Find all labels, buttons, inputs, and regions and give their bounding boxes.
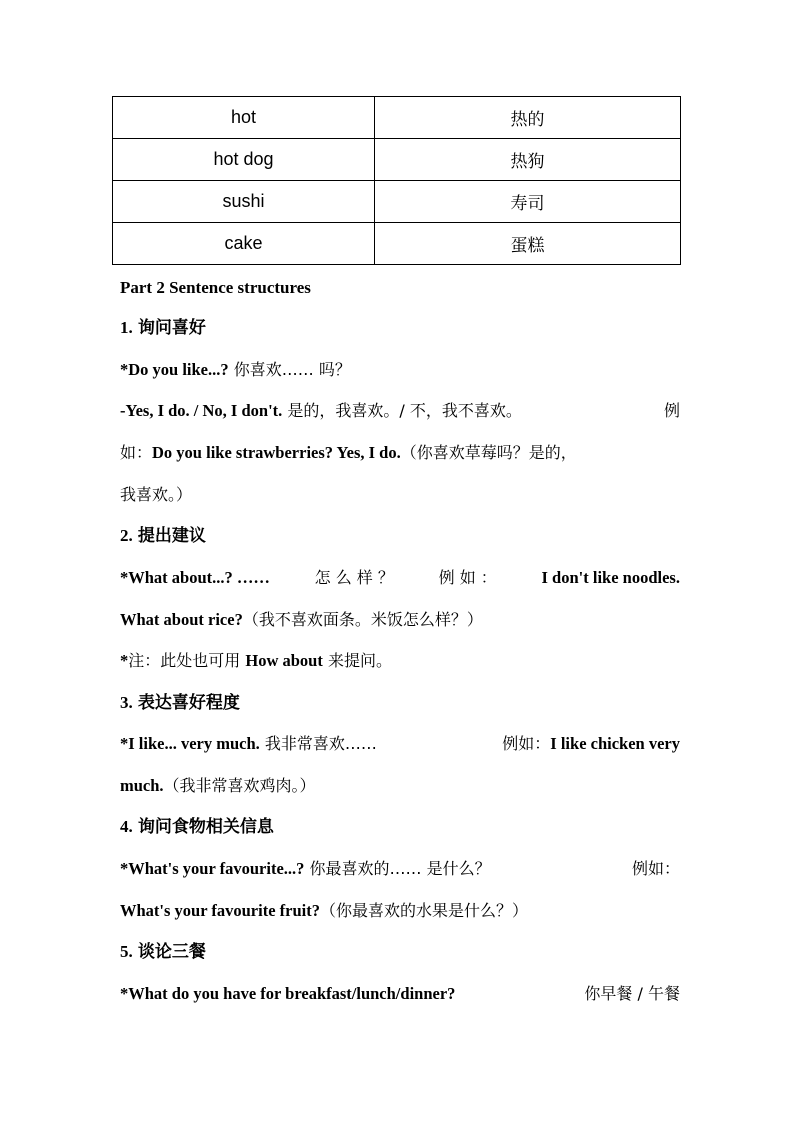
vocab-chinese-cell: 蛋糕 xyxy=(375,223,681,265)
s2-note-star: * xyxy=(120,651,129,670)
heading-2-text: 提出建议 xyxy=(137,526,206,546)
s1-answer-en: -Yes, I do. / No, I don't. xyxy=(120,401,283,420)
s4-example xyxy=(120,899,680,923)
s5-pattern-zh: 你早餐 / 午餐 xyxy=(584,984,680,1003)
vocabulary-table xyxy=(112,96,681,265)
s2-note-zh2: 来提问。 xyxy=(327,651,392,670)
s3-example-en: I like chicken very xyxy=(550,734,680,753)
s3-example-en2: much. xyxy=(120,776,164,795)
heading-3-number: 3. xyxy=(120,693,133,712)
heading-5 xyxy=(120,940,680,964)
vocab-english-cell: cake xyxy=(113,223,375,265)
s1-answer-zh: 是的，我喜欢。/ 不，我不喜欢。 xyxy=(287,401,522,420)
s4-example-lead: 例如： xyxy=(631,859,680,878)
s2-note xyxy=(120,649,680,673)
s1-example-lead2: 如： xyxy=(120,443,153,462)
s2-pattern-zh: 怎 么 样 ？ xyxy=(314,568,394,587)
vocab-row xyxy=(113,223,681,265)
heading-2 xyxy=(120,524,680,548)
s1-pattern-zh: 你喜欢…… 吗？ xyxy=(233,360,351,379)
s1-pattern-en: *Do you like...? xyxy=(120,360,229,379)
vocab-english-cell: sushi xyxy=(113,181,375,223)
s1-answer xyxy=(120,399,680,423)
vocab-row xyxy=(113,97,681,139)
heading-1-number: 1. xyxy=(120,318,133,337)
section-title: Part 2 Sentence structures xyxy=(120,278,311,297)
vocab-english-cell: hot dog xyxy=(113,139,375,181)
s1-example-en: Do you like strawberries? Yes, I do. xyxy=(152,443,401,462)
vocab-row xyxy=(113,139,681,181)
s5-pattern-en: *What do you have for breakfast/lunch/dinner? xyxy=(120,984,456,1003)
s1-example xyxy=(120,441,680,465)
vocab-chinese-cell: 热狗 xyxy=(375,139,681,181)
s4-pattern-en: *What's your favourite...? xyxy=(120,859,305,878)
heading-3-text: 表达喜好程度 xyxy=(137,693,240,713)
s3-pattern xyxy=(120,732,680,756)
s3-pattern-zh: 我非常喜欢…… xyxy=(264,734,377,753)
s1-example-lead: 例 xyxy=(663,401,680,420)
heading-4-number: 4. xyxy=(120,817,133,836)
s2-example-lead: 例 如 ： xyxy=(438,568,497,587)
s1-example-cont xyxy=(120,483,680,507)
heading-4 xyxy=(120,815,680,839)
s1-example-zh: （你喜欢草莓吗？是的， xyxy=(400,443,577,462)
heading-1-text: 询问喜好 xyxy=(137,318,206,338)
s1-pattern xyxy=(120,358,680,382)
vocab-english-cell: hot xyxy=(113,97,375,139)
s4-example-en: What's your favourite fruit? xyxy=(120,901,320,920)
vocab-row xyxy=(113,181,681,223)
s3-example-lead: 例如： xyxy=(502,734,551,753)
heading-3 xyxy=(120,691,680,715)
s2-note-zh: 注：此处也可用 xyxy=(128,651,241,670)
s2-example-en: I don't like noodles. xyxy=(541,568,680,587)
s3-pattern-en: *I like... very much. xyxy=(120,734,260,753)
heading-5-number: 5. xyxy=(120,942,133,961)
s4-pattern xyxy=(120,857,680,881)
s2-example-en2: What about rice? xyxy=(120,610,243,629)
vocabulary-table-body xyxy=(113,97,681,265)
heading-5-text: 谈论三餐 xyxy=(137,942,206,962)
s3-example xyxy=(120,774,680,798)
heading-1 xyxy=(120,316,680,340)
s2-example xyxy=(120,608,680,632)
vocab-chinese-cell: 寿司 xyxy=(375,181,681,223)
s2-pattern xyxy=(120,566,680,590)
s3-example-zh: （我非常喜欢鸡肉。） xyxy=(163,776,316,795)
vocab-chinese-cell: 热的 xyxy=(375,97,681,139)
s4-example-zh: （你最喜欢的水果是什么？） xyxy=(319,901,528,920)
heading-4-text: 询问食物相关信息 xyxy=(137,817,274,837)
s5-pattern xyxy=(120,982,680,1006)
s2-pattern-en: *What about...? …… xyxy=(120,568,270,587)
s2-note-en: How about xyxy=(245,651,323,670)
heading-2-number: 2. xyxy=(120,526,133,545)
s4-pattern-zh: 你最喜欢的…… 是什么？ xyxy=(309,859,491,878)
s1-example-zh2: 我喜欢。） xyxy=(120,485,193,504)
s2-example-zh: （我不喜欢面条。米饭怎么样？） xyxy=(242,610,483,629)
